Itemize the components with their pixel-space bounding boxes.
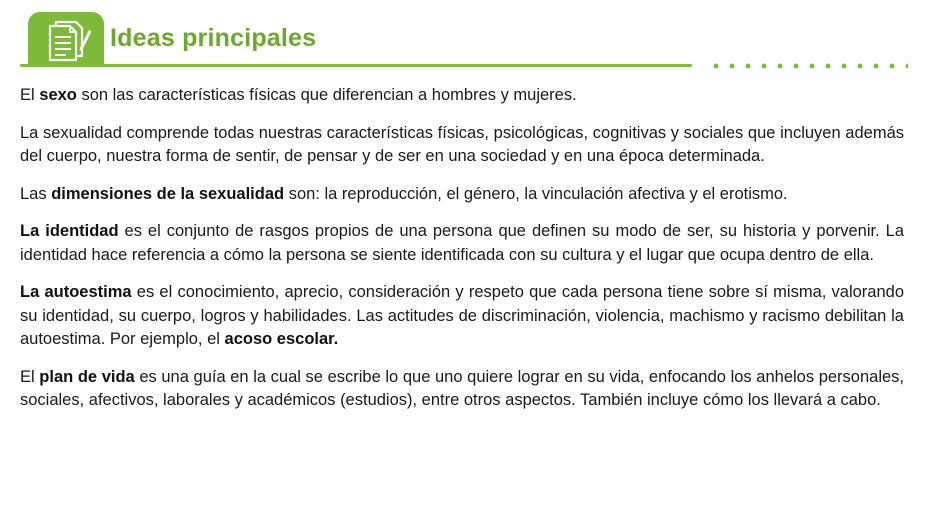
text-segment: son: la reproducción, el género, la vinculación afectiva y el erotismo. [284,184,788,203]
key-term: acoso escolar. [224,330,339,348]
key-term: dimensiones de la sexualidad [51,184,285,203]
text-segment: es una guía en la cual se escribe lo que uno quiere lograr en su vida, enfocando los anhelos personales, sociales, afectivos, laborales y académicos (estudios), entre otros aspectos. También incluye cómo los llevará a cabo. [20,367,905,409]
documents-icon [42,18,92,62]
text-segment: es el conjunto de rasgos propios de una persona que definen su modo de ser, su historia y porvenir. La identidad hace referencia a cómo la persona se siente identificada con su cultura y el lugar que ocupa dentro de ella. [20,222,904,264]
key-term: plan de vida [39,367,135,386]
section-header [0,0,937,80]
text-segment: son las características físicas que diferencian a hombres y mujeres. [76,86,577,104]
main-ideas-content [20,84,904,427]
text-segment: La sexualidad comprende todas nuestras características físicas, psicológicas, cognitivas y sociales que incluyen además del cuerpo, nuestra forma de sentir, de pensar y de ser en una sociedad y en una época determinada. [20,123,904,165]
paragraph-dimensiones [20,183,904,207]
key-term: La identidad [20,222,119,240]
text-segment: es el conocimiento, aprecio, consideración y respeto que cada persona tiene sobre sí misma, valorando su identidad, su cuerpo, logros y habilidades. Las actitudes de discriminación, violencia, machismo y racismo debilitan la autoestima. Por ejemplo, el [20,283,905,348]
header-dots [708,63,908,69]
paragraph-plan-de-vida [20,366,904,413]
paragraph-autoestima [20,281,904,352]
key-term: La autoestima [20,283,132,301]
key-term: sexo [39,86,77,104]
icon-badge [28,12,104,66]
paragraph-sexo [20,84,904,108]
section-title: Ideas principales [110,24,317,52]
text-segment: Las [20,184,52,203]
text-segment: El [20,367,40,386]
paragraph-sexualidad [20,122,904,169]
header-rule [20,64,692,67]
text-segment: El [20,86,40,104]
paragraph-identidad [20,220,904,267]
